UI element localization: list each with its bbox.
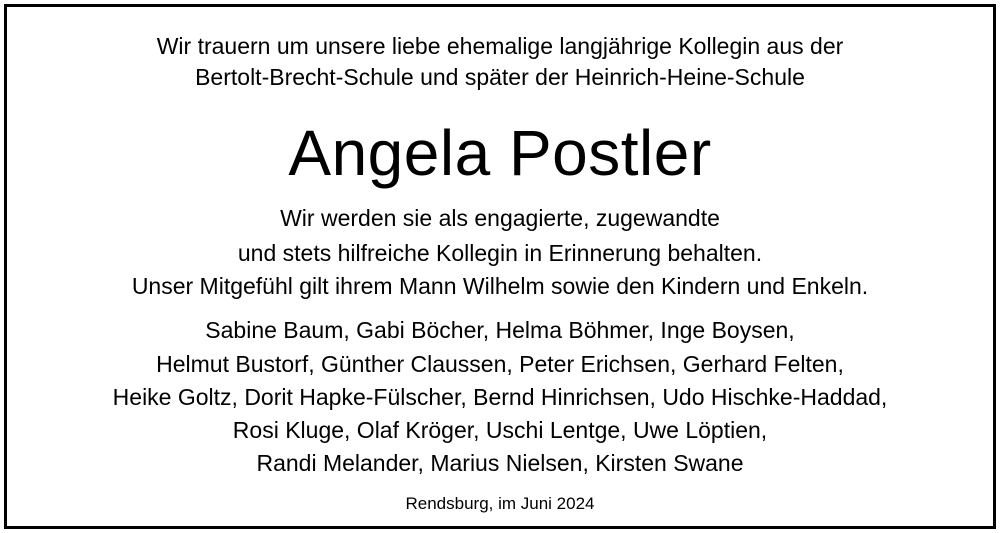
place-date: Rendsburg, im Juni 2024	[405, 494, 595, 513]
message-line-3: Unser Mitgefühl gilt ihrem Mann Wilhelm sowie den Kindern und Enkeln.	[131, 273, 869, 299]
message-line-2: und stets hilfreiche Kollegin in Erinnerung behalten.	[237, 240, 763, 266]
signatories-line-2: Helmut Bustorf, Günther Claussen, Peter Erichsen, Gerhard Felten,	[156, 351, 844, 377]
signatories-line-4: Rosi Kluge, Olaf Kröger, Uschi Lentge, Uwe Löptien,	[232, 417, 768, 443]
intro-line-2: Bertolt-Brecht-Schule und später der Heinrich-Heine-Schule	[195, 64, 805, 90]
intro-line-1: Wir trauern um unsere liebe ehemalige langjährige Kollegin aus der	[156, 33, 844, 59]
message-line-1: Wir werden sie als engagierte, zugewandte	[280, 205, 720, 231]
signatories-line-5: Randi Melander, Marius Nielsen, Kirsten Swane	[256, 450, 744, 476]
deceased-name: Angela Postler	[288, 117, 712, 189]
signatories-line-3: Heike Goltz, Dorit Hapke-Fülscher, Bernd Hinrichsen, Udo Hischke-Haddad,	[112, 384, 888, 410]
signatories-line-1: Sabine Baum, Gabi Böcher, Helma Böhmer, Inge Boysen,	[205, 317, 795, 343]
